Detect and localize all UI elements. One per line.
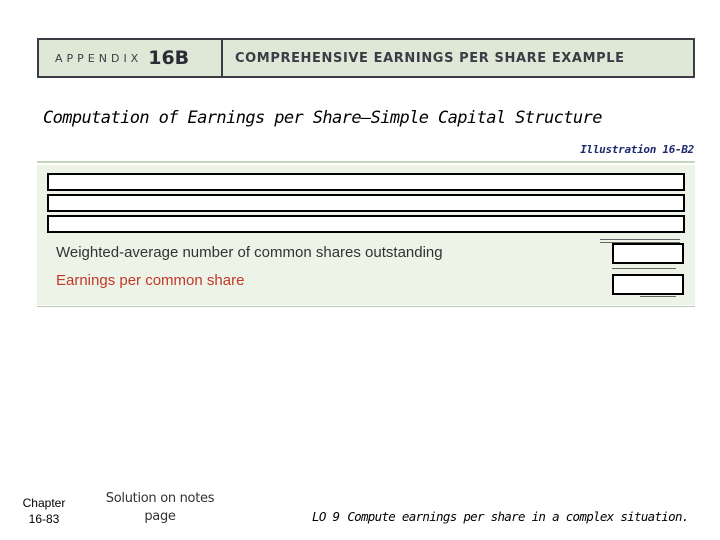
appendix-label: APPENDIX <box>55 51 143 65</box>
eps-label: Earnings per common share <box>56 272 245 289</box>
solution-note <box>98 490 222 526</box>
solution-note-line2: page <box>144 509 176 524</box>
panel-top-rule <box>37 161 695 163</box>
section-title: COMPREHENSIVE EARNINGS PER SHARE EXAMPLE <box>235 50 625 66</box>
answer-blank-2[interactable] <box>47 194 685 212</box>
divider-rule <box>612 268 676 269</box>
chapter-label: Chapter <box>22 496 66 510</box>
eps-answer-box[interactable] <box>612 274 684 295</box>
chapter-page: 16-83 <box>28 512 60 526</box>
total-double-rule-upper <box>600 239 680 240</box>
solution-note-line1: Solution on notes <box>105 491 215 506</box>
weighted-shares-answer-box[interactable] <box>612 243 684 264</box>
appendix-banner <box>37 38 695 78</box>
answer-blank-3[interactable] <box>47 215 685 233</box>
lo-number: LO 9 <box>312 509 340 524</box>
appendix-tag <box>39 40 221 76</box>
slide-title: Computation of Earnings per Share—Simple Capital Structure <box>43 108 602 128</box>
answer-blank-1[interactable] <box>47 173 685 191</box>
section-header <box>223 40 693 76</box>
illustration-reference: Illustration 16-B2 <box>580 143 694 156</box>
panel-bottom-rule <box>37 306 695 307</box>
chapter-reference <box>18 495 70 527</box>
lo-text: Compute earnings per share in a complex situation. <box>347 509 689 524</box>
appendix-number: 16B <box>148 47 190 69</box>
eps-underline <box>640 296 676 297</box>
learning-objective <box>312 509 689 524</box>
weighted-shares-label: Weighted-average number of common shares outstanding <box>56 244 443 261</box>
